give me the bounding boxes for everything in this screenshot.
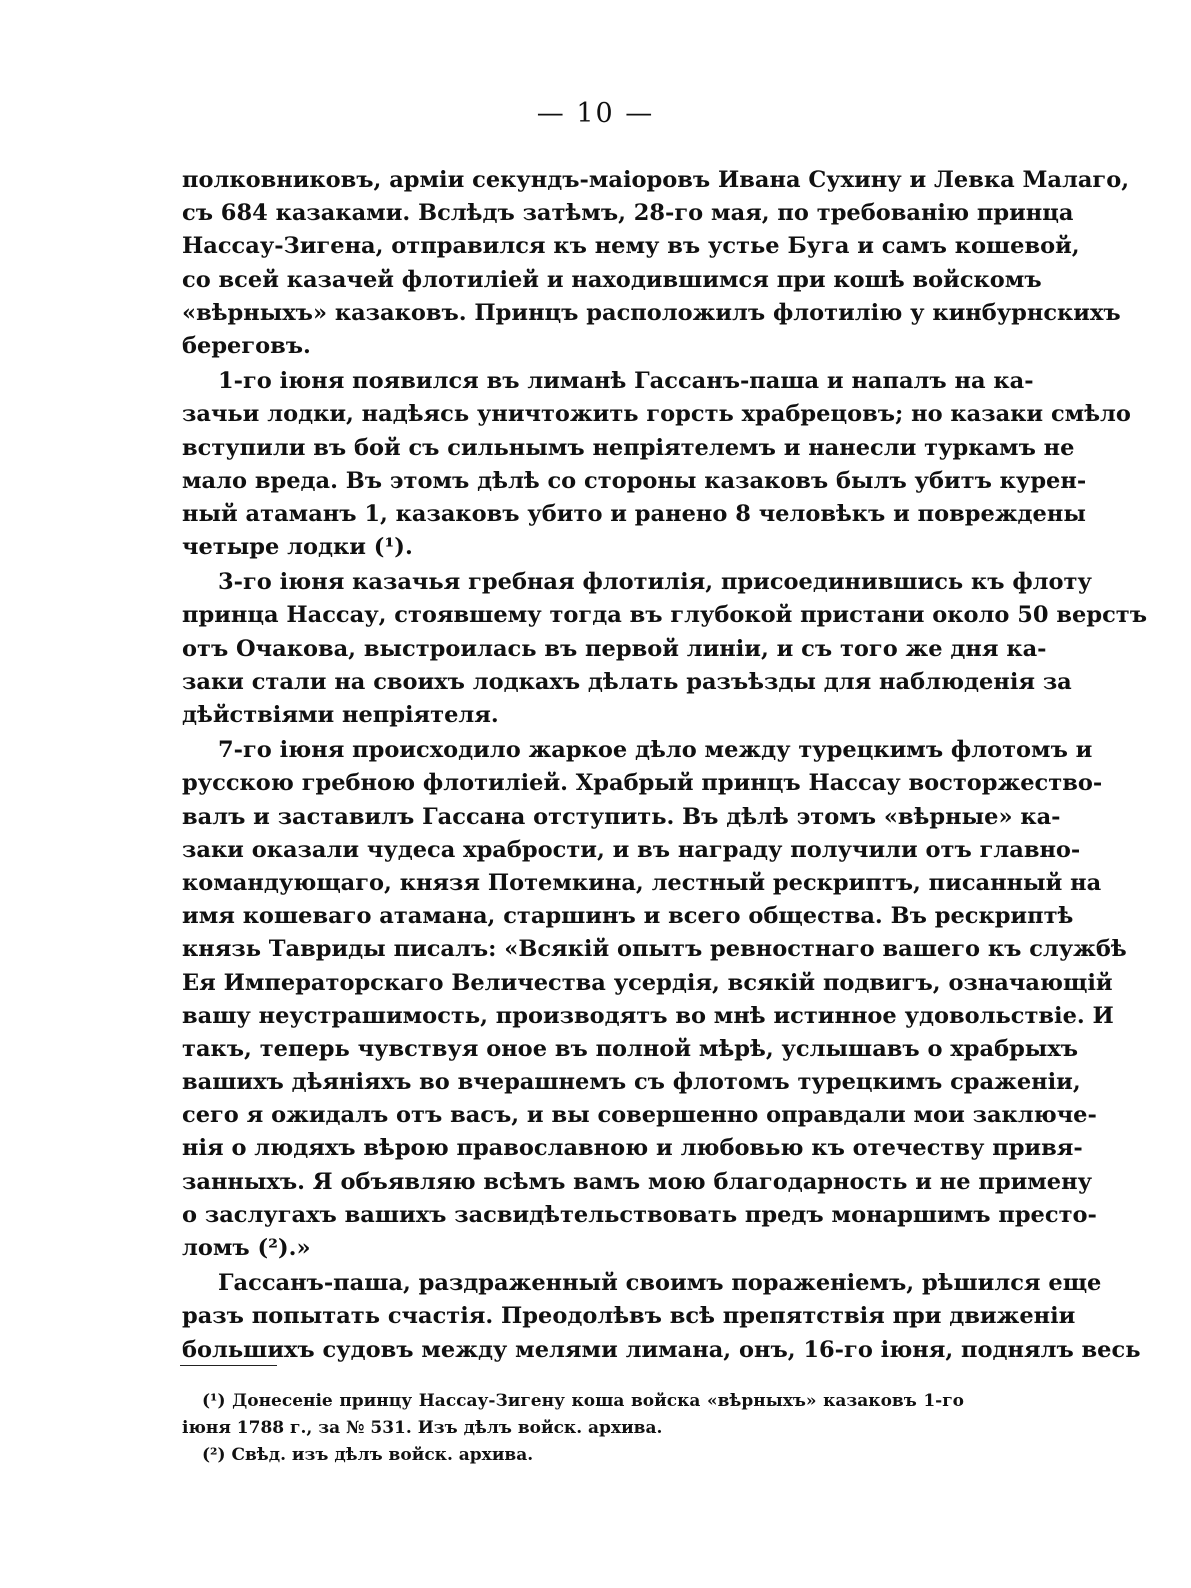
text-line: 1-го іюня появился въ лиманѣ Гассанъ-паша и напалъ на ка- [218, 368, 1034, 395]
body-text [182, 164, 1147, 1367]
text-line: зачьи лодки, надѣясь уничтожить горсть храбрецовъ; но казаки смѣло [182, 401, 1131, 428]
text-line: сего я ожидалъ отъ васъ, и вы совершенно оправдали мои заключе- [182, 1102, 1097, 1129]
text-line: вашихъ дѣяніяхъ во вчерашнемъ съ флотомъ турецкимъ сраженіи, [182, 1069, 1081, 1096]
text-line: дѣйствіями непріятеля. [182, 702, 499, 728]
footnote [182, 1388, 964, 1442]
text-line: Ея Императорскаго Величества усердія, всякій подвигъ, означающій [182, 969, 1113, 996]
text-line: ломъ (²).» [182, 1235, 311, 1261]
footnote-line: іюня 1788 г., за № 531. Изъ дѣлъ войск. архива. [182, 1418, 663, 1438]
footnote-line: (¹) Донесеніе принцу Нассау-Зигену коша войска «вѣрныхъ» казаковъ 1-го [202, 1391, 964, 1411]
footnote [182, 1442, 964, 1469]
page-number: — 10 — [536, 98, 655, 129]
footnotes [182, 1388, 964, 1469]
text-line: 7-го іюня происходило жаркое дѣло между турецкимъ флотомъ и [218, 737, 1093, 764]
text-line: Нассау-Зигена, отправился къ нему въ устье Буга и самъ кошевой, [182, 233, 1080, 260]
text-line: береговъ. [182, 332, 311, 359]
text-line: князь Тавриды писалъ: «Всякій опытъ ревностнаго вашего къ службѣ [182, 936, 1127, 963]
text-line: имя кошеваго атамана, старшинъ и всего общества. Въ рескриптѣ [182, 903, 1074, 930]
text-line: ный атаманъ 1, казаковъ убито и ранено 8 человѣкъ и повреждены [182, 500, 1086, 527]
text-line: валъ и заставилъ Гассана отступить. Въ дѣлѣ этомъ «вѣрные» ка- [182, 803, 1061, 830]
text-line: заки стали на своихъ лодкахъ дѣлать разъѣзды для наблюденія за [182, 668, 1072, 695]
text-line: со всей казачей флотиліей и находившимся при кошѣ войскомъ [182, 266, 1042, 293]
footnote-line: (²) Свѣд. изъ дѣлъ войск. архива. [202, 1445, 534, 1465]
text-line: о заслугахъ вашихъ засвидѣтельствовать предъ монаршимъ престо- [182, 1201, 1097, 1228]
text-line: «вѣрныхъ» казаковъ. Принцъ расположилъ флотилію у кинбурнскихъ [182, 299, 1121, 326]
text-line: русскою гребною флотиліей. Храбрый принцъ Нассау восторжество- [182, 770, 1103, 797]
text-line: занныхъ. Я объявляю всѣмъ вамъ мою благодарность и не примену [182, 1168, 1092, 1195]
text-line: командующаго, князя Потемкина, лестный рескриптъ, писанный на [182, 869, 1102, 896]
text-line: разъ попытать счастія. Преодолѣвъ всѣ препятствія при движеніи [182, 1303, 1076, 1330]
text-line: принца Нассау, стоявшему тогда въ глубокой пристани около 50 верстъ [182, 602, 1147, 629]
text-line: вступили въ бой съ сильнымъ непріятелемъ и нанесли туркамъ не [182, 434, 1075, 461]
paragraph [182, 1267, 1141, 1367]
text-line: Гассанъ-паша, раздраженный своимъ пораженіемъ, рѣшился еще [218, 1270, 1102, 1297]
text-line: 3-го іюня казачья гребная флотилія, присоединившись къ флоту [218, 569, 1092, 596]
text-line: съ 684 казаками. Вслѣдъ затѣмъ, 28-го мая, по требованію принца [182, 200, 1074, 227]
text-line: четыре лодки (¹). [182, 534, 413, 561]
text-line: вашу неустрашимость, производятъ во мнѣ истинное удовольствіе. И [182, 1002, 1114, 1029]
text-line: мало вреда. Въ этомъ дѣлѣ со стороны казаковъ былъ убитъ курен- [182, 467, 1087, 494]
text-line: отъ Очакова, выстроилась въ первой линіи, и съ того же дня ка- [182, 635, 1047, 662]
paragraph [182, 734, 1127, 1265]
text-line: нія о людяхъ вѣрою православною и любовью къ отечеству привя- [182, 1135, 1083, 1162]
paragraph [182, 566, 1147, 732]
text-line: заки оказали чудеса храбрости, и въ награду получили отъ главно- [182, 836, 1081, 863]
text-line: полковниковъ, арміи секундъ-маіоровъ Ивана Сухину и Левка Малаго, [182, 167, 1130, 193]
text-line: большихъ судовъ между мелями лимана, онъ, 16-го іюня, поднялъ весь [182, 1336, 1141, 1363]
footnote-divider [180, 1365, 277, 1366]
text-line: такъ, теперь чувствуя оное въ полной мѣрѣ, услышавъ о храбрыхъ [182, 1035, 1079, 1062]
paragraph [182, 365, 1131, 564]
paragraph [182, 164, 1130, 363]
